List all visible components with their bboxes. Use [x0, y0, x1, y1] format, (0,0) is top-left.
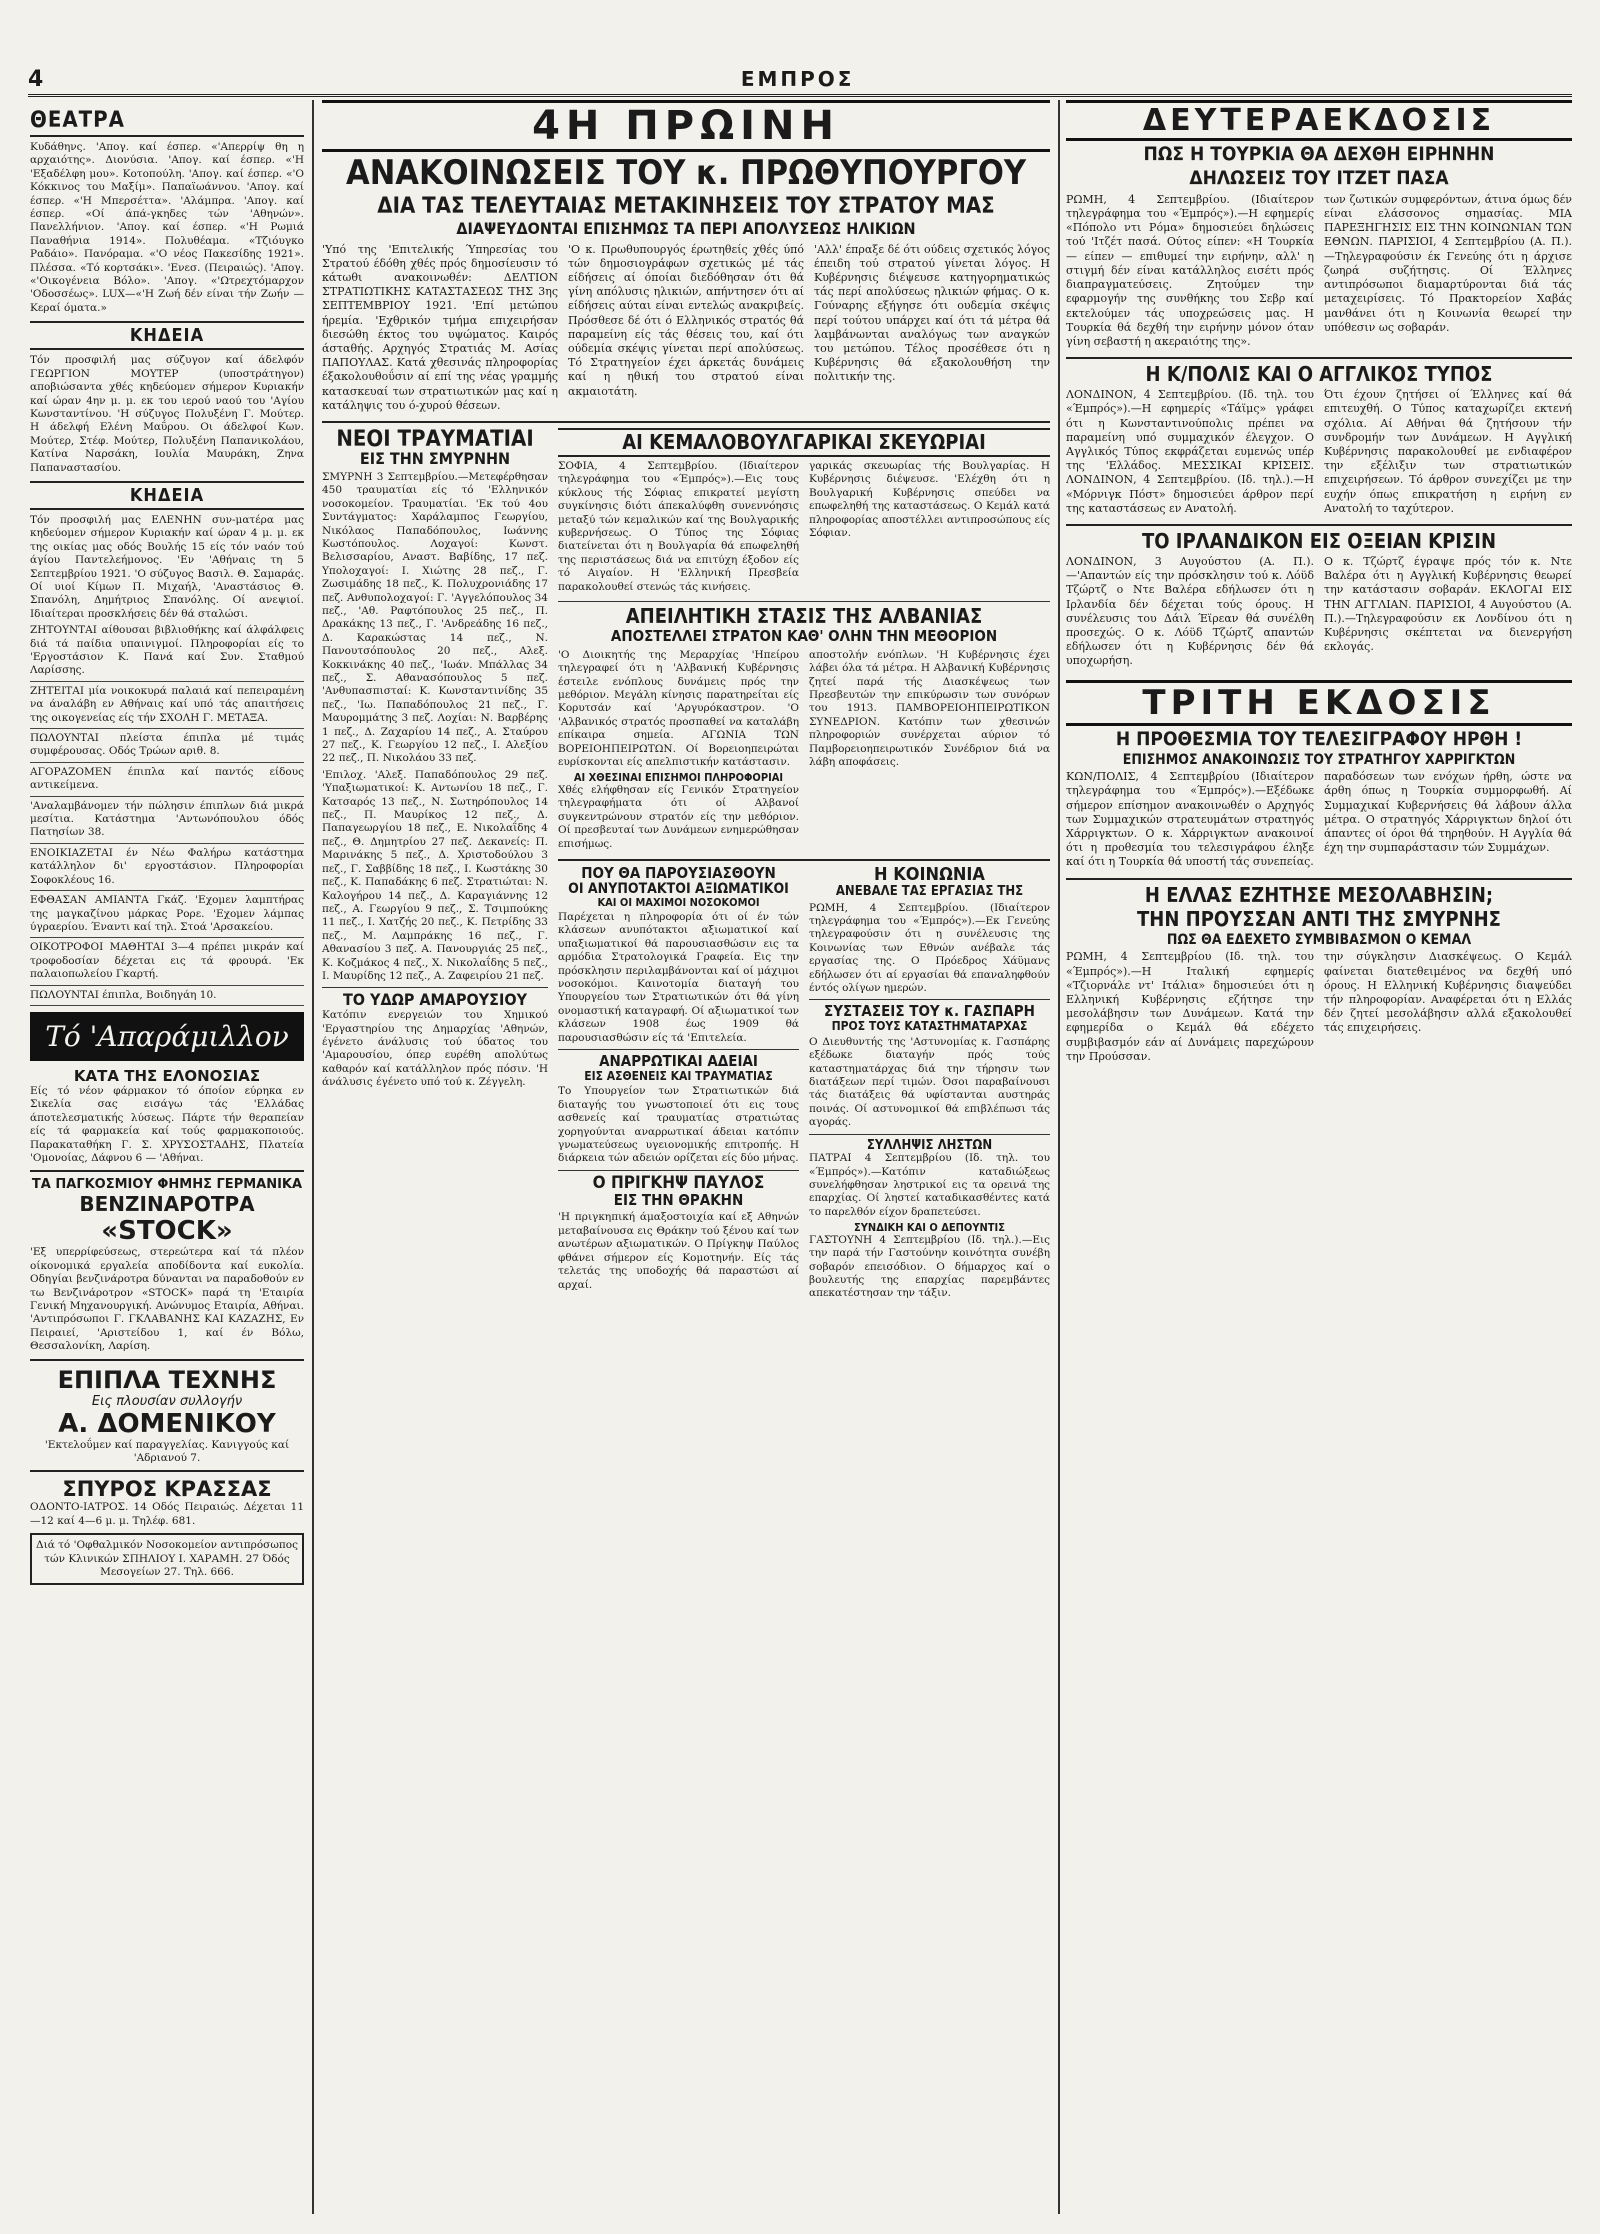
paper-name: ΕΜΠΡΟΣ — [740, 67, 855, 91]
kemal-compromise-subhead: ΠΩΣ ΘΑ ΕΔΕΧΕΤΟ ΣΥΜΒΙΒΑΣΜΟΝ Ο ΚΕΜΑΛ — [1166, 931, 1472, 948]
harrington-subhead: ΕΠΙΣΗΜΟΣ ΑΝΑΚΟΙΝΩΣΙΣ ΤΟΥ ΣΤΡΑΤΗΓΟΥ ΧΑΡΡΙΓΚΤΩΝ — [1122, 751, 1516, 768]
classified-item: ΖΗΤΟΥΝΤΑΙ αίθουσαι βιβλιοθήκης καί άλφάλφεις διά τά παίδια υπαινιγμοί. Πληροφορίαι είς το 'Εργοστάσιον Κ. Πανά καί Συν. Σταθμού Λαρίσσης. — [30, 624, 304, 682]
classified-item: ΟΙΚΟΤΡΟΦΟΙ ΜΑΘΗΤΑΙ 3—4 πρέπει μικράν καί τροφοδοσίαν δέχεται εις τά φρουρά. 'Εκ παλαιοπωλείου Γκαρτή. — [30, 941, 304, 985]
classified-item: ΖΗΤΕΙΤΑΙ μία νοικοκυρά παλαιά καί πεπειραμένη να άναλάβη εν Αθήναις καί υπό τάς απαιτήσεις της οικογενείας είς τήν ΣΧΟΛΗ Γ. ΜΕΤΑΞΑ. — [30, 685, 304, 729]
society-text: ΡΩΜΗ, 4 Σεπτεμβρίου. (Ιδιαίτερον τηλεγράφημα του «Έμπρός»).—Εκ Γενεύης τηλεγραφούσιν ότι η συνέλευσις της Κοινωνίας των Εθνών ανέβαλε τάς εργασίας της. Ο Πρόεδρος Χάϋμανς εδήλωσεν ότι αί εργασίαι θά επαναληφθούν έντός ολίγων ημερών. — [809, 901, 1050, 995]
prousa-head: ΤΗΝ ΠΡΟΥΣΣΑΝ ΑΝΤΙ ΤΗΣ ΣΜΥΡΝΗΣ — [1137, 906, 1501, 931]
german-title: ΤΑ ΠΑΓΚΟΣΜΙΟΥ ΦΗΜΗΣ ΓΕΡΜΑΝΙΚΑ — [31, 1177, 303, 1193]
column-rule — [312, 100, 314, 2214]
krassas-text: ΟΔΟΝΤΟ-ΙΑΤΡΟΣ. 14 Οδός Πειραιώς. Δέχεται 11—12 καί 4—6 μ. μ. Τηλέφ. 681. — [30, 1501, 304, 1527]
gaspar-head: ΣΥΣΤΑΣΕΙΣ ΤΟΥ κ. ΓΑΣΠΑΡΗ — [824, 1002, 1035, 1021]
iran-text-1: ΛΟΝΔΙΝΟΝ, 3 Αυγούστου (Α. Π.).—'Απαντών είς την πρόσκλησιν τού κ. Λόϋδ Τζώρτζ ο Ντε Βαλέρα εδήλωσεν ότι η Ιρλανδία δέν δέχεται τούς όρους. Η συνέλευσις του Δάιλ Έϊρεαν θά συνέλθη προσεχώς. Ο κ. Λόϋδ Τζώρτζ απαντών εδήλωσεν ότι η Κυβέρνησις δέν θά υποχωρήση. — [1066, 554, 1314, 668]
leave-subhead: ΕΙΣ ΑΣΘΕΝΕΙΣ ΚΑΙ ΤΡΑΥΜΑΤΙΑΣ — [584, 1068, 773, 1083]
iran-text-2: Ο κ. Τζώρτζ έγραψε πρός τόν κ. Ντε Βαλέρα ότι η Αγγλική Κυβέρνησις θεωρεί την κατάστασιν σοβαράν. ΕΚΛΟΓΑΙ ΕΙΣ ΤΗΝ ΑΓΓΛΙΑΝ. ΠΑΡΙΣΙΟΙ, 4 Αυγούστου (Α. Π.).—Τηλεγραφούσιν εκ Λονδίνου ότι η Κυβέρνησις σκέπτεται να διενεργήση εκλογάς. — [1324, 554, 1572, 654]
deaths-title: ΚΗΔΕΙΑ — [30, 321, 304, 350]
benzina-title: ΒΕΝΖΙΝΑΡΟΤΡΑ — [79, 1192, 255, 1217]
medals-subhead-2: ΚΑΙ ΟΙ ΜΑΧΙΜΟΙ ΝΟΣΟΚΟΜΟΙ — [597, 895, 760, 909]
medals-subhead: ΟΙ ΑΝΥΠΟΤΑΚΤΟΙ ΑΞΙΩΜΑΤΙΚΟΙ — [568, 880, 789, 897]
society-subhead: ΑΝΕΒΑΛΕ ΤΑΣ ΕΡΓΑΣΙΑΣ ΤΗΣ — [835, 883, 1024, 899]
right-column — [1066, 100, 1572, 2222]
leave-text: Το Υπουργείον των Στρατιωτικών διά διαταγής του γνωστοποιεί ότι εις τους ασθενείς καί τραυματίας στρατιώτας χορηγούνται αναρρωτικαί άδειαι κατόπιν γνωματεύσεως υγειονομικής επιτροπής. Η διάρκεια τών αδειών ορίζεται είς δύο μήνας. — [558, 1085, 799, 1165]
theatres-text: Κυδάθηνς. 'Απογ. καί έσπερ. «'Απερρίψ θη η αρχαιότης». Διονύσια. 'Απογ. καί έσπερ. «'Η 'Εξαδέλφη μου». Κοτοπούλη. 'Απογ. καί έσπερ. «'Ο Κόκκινος του Μαξίμ». Παπαϊωάννου. 'Απογ. καί έσπερ. «'Η Μπερσέττα». 'Αλάμπρα. 'Απογ. καί έσπερ. «Οί άπά-γκηδες τών 'Αθηνών». Πανελλήνιον. 'Απογ. καί έσπερ. «'Η Ρωμιά Παναθήνια 1914». Πολυθέαμα. «Τζιόυγκο Ραδάιο». Πανόραμα. «'Ο νέος Πακεσίδης 1921». Πλέσσα. «Τό κορτσάκι». 'Ενεσ. (Πειραιώς). 'Απογ. «'Οικογένεια Βόλο». 'Απογ. «'Ωτρεχτόμαρχον 'Οδοσσέως». LUX—«'Η Ζωή δέν είναι τήν Ζωήν — Κεραί όματα.» — [30, 141, 304, 314]
left-column — [30, 100, 304, 2222]
wounded-column — [322, 428, 548, 2100]
classified-item: 'Αναλαμβάνομεν τήν πώλησιν έπιπλων διά μικρά μεσίτια. Κατάστημα 'Αντωνόπουλου όδός Πατησίων 38. — [30, 800, 304, 844]
page-number: 4 — [28, 66, 44, 92]
greece-head: Η ΕΛΛΑΣ ΕΖΗΤΗΣΕ ΜΕΣΟΛΑΒΗΣΙΝ; — [1144, 882, 1494, 907]
second-edition-banner: ΔΕΥΤΕΡΑΕΚΔΟΣΙΣ — [1066, 100, 1572, 141]
kpolis-text-2: Ότι έχουν ζητήσει οί Έλληνες καί θά επιτευχθή. Ο Τύπος καταχωρίζει εκτενή σχόλια. Αί Αθήναι θά ζητήσουν τήν συνδρομήν των Δυνάμεων. Η Αγγλική Κυβέρνησις παρακολουθεί με ενδιαφέρον την εξέλιξιν των στρατιωτικών επιχειρήσεων. Τό άρθρον συνεχίζει με την ευχήν όπως επικρατήση η ειρήνη εν Ανατολή το ταχύτερον. — [1324, 388, 1572, 515]
classified-item: ΑΓΟΡΑΖΟΜΕΝ έπιπλα καί παντός είδους αντικείμενα. — [30, 766, 304, 797]
masthead — [28, 64, 1572, 97]
thrace-text: 'Η πριγκηπική άμαξοστοιχία καί εξ Αθηνών μεταβαίνουσα εις Θράκην τού ξένου καί των ανωτέρων αξιωματικών. Ο Πρίγκηψ Παύλος φθάνει σήμερον είς Κομοτηνήν. Είς τάς τελετάς της υποδοχής θά παραστώσι αί αρχαί. — [558, 1211, 799, 1291]
albania-subhead: ΑΠΟΣΤΕΛΛΕΙ ΣΤΡΑΤΟΝ ΚΑΘ' ΟΛΗΝ ΤΗΝ ΜΕΘΟΡΙΟΝ — [610, 627, 998, 646]
pm-subhead-2: ΔΙΑΨΕΥΔΟΝΤΑΙ ΕΠΙΣΗΜΩΣ ΤΑ ΠΕΡΙ ΑΠΟΛΥΣΕΩΣ ΗΛΙΚΙΩΝ — [456, 218, 916, 238]
turkey-text-2: των ζωτικών συμφερόντων, άτινα όμως δέν είναι ελάσσονος σημασίας. ΜΙΑ ΠΑΡΕΞΗΓΗΣΙΣ ΕΙΣ ΤΗΝ ΚΟΙΝΩΝΙΑΝ ΤΩΝ ΕΘΝΩΝ. ΠΑΡΙΣΙΟΙ, 4 Σεπτεμβρίου (Α. Π.).—Τηλεγραφούσιν έκ Γενεύης ότι η άρχισε ζωηρά συζήτησις. Οί Έλληνες αντιπρόσωποι διαμαρτύρονται διά τάς μεταχειρίσεις. Τό Πρακτορείον Χαβάς μανθάνει ότι η Κοινωνία θεωρεί την υπόθεσιν ως σοβαράν. — [1324, 192, 1572, 334]
albania-text-1: 'Ο Διοικητής της Μεραρχίας 'Ηπείρου τηλεγραφεί ότι η 'Αλβανική Κυβέρνησις έστειλε ενόπλους δυνάμεις πρός την μεθόριον. Μεγάλη κίνησις παρατηρείται είς Κορυτσάν καί 'Αργυρόκαστρον. 'Ο 'Αλβανικός στρατός προσπαθεί να καταλάβη επίκαιρα σημεία. ΑΓΩΝΙΑ ΤΩΝ ΒΟΡΕΙΟΗΠΕΙΡΩΤΩΝ. Οί Βορειοηπειρώται ευρίσκονται είς απελπιστικήν κατάστασιν. — [558, 648, 799, 769]
thieves-text: ΠΑΤΡΑΙ 4 Σεπτεμβρίου (Ιδ. τηλ. του «Έμπρός»).—Κατόπιν καταδιώξεως συνελήφθησαν ληστρικοί εις τα ορεινά της επαρχίας. Οί ληστεί καταδικασθέντες κατά το παρελθόν είχον δραπετεύσει. — [809, 1152, 1050, 1218]
eleus-title: ΚΑΤΑ ΤΗΣ ΕΛΟΝΟΣΙΑΣ — [73, 1066, 261, 1085]
domenikou-text: 'Εκτελοΰμεν καί παραγγελίας. Κανιγγούς καί 'Αδριανού 7. — [44, 1438, 290, 1465]
harrington-text-1: ΚΩΝ/ΠΟΛΙΣ, 4 Σεπτεμβρίου (Ιδιαίτερον τηλεγράφημα του «Έμπρός»).—Εξέδωκε σήμερον επίσημον ανακοινωθέν ο Αρχηγός των Συμμαχικών στρατευμάτων στρατηγός Χάρριγκτων. Ο κ. Χάρριγκτων ανακοινοί ότι η προθεσμία του τελεσιγράφου έληξε καί ότι η Τουρκία θά υποστή τάς συνεπείας. — [1066, 770, 1314, 869]
deaths-title-2: ΚΗΔΕΙΑ — [30, 481, 304, 510]
pm-subhead: ΔΙΑ ΤΑΣ ΤΕΛΕΥΤΑΙΑΣ ΜΕΤΑΚΙΝΗΣΕΙΣ ΤΟΥ ΣΤΡΑΤΟΥ ΜΑΣ — [377, 193, 995, 219]
kemal-text-1: ΣΟΦΙΑ, 4 Σεπτεμβρίου. (Ιδιαίτερον τηλεγράφημα του «Έμπρός»).—Εις τους κύκλους τής Σόφιας επικρατεί μεγίστη συγκίνησις διότι άπεκαλύφθη συνεννόησις μεταξύ τών κεμαλικών καί της Βουλγαρικής κυβερνήσεως. Ο Τύπος της Σόφιας διατείνεται ότι η Βουλγαρία θά επωφεληθή της περιστάσεως διά να επιτύχη έξοδον είς τό Αιγαίον. Η 'Ελληνική Πρεσβεία παρακολουθεί στενώς τάς κινήσεις. — [558, 460, 799, 593]
thieves-head: ΣΥΛΛΗΨΙΣ ΛΗΣΤΩΝ — [866, 1137, 993, 1153]
classified-item: ΠΩΛΟΥΝΤΑΙ πλείστα έπιπλα μέ τιμάς συμφέρουσας. Οδός Τρώων αριθ. 8. — [30, 732, 304, 763]
hospital-ad — [30, 1533, 304, 1585]
albania-box: ΑΙ ΧΘΕΣΙΝΑΙ ΕΠΙΣΗΜΟΙ ΠΛΗΡΟΦΟΡΙΑΙ — [573, 771, 784, 785]
pm-text-col3: 'Αλλ' έπραξε δέ ότι ούδεις σχετικός λόγος έπειδη τού στρατού γίνεται λόγος. Η Κυβέρνησις διέψευσε κατηγορηματικώς τάς περί απολύσεως ηλικιών φήμας. Ο κ. Γούναρης εξήγησε ότι ουδεμία σκέψις περί τούτου υπάρχει καί ότι τά μέτρα θά λαμβάνωνται αναλόγως των αναγκών του μετώπου. Τέλος προσέθεσε ότι η Κυβέρνησις θά εξακολουθήση την πολιτικήν της. — [814, 242, 1050, 384]
eleus-text: Είς τό νέον φάρμακον τό όποίον εύρηκα εν Σικελία σας εισάγω τάς 'Ελλάδας άποτελεσματικής λύσεως. Πάρτε τήν θεραπείαν είς τά φαρμακεία καί τούς φαρμακοποιούς. Παρακαταθήκη Γ. Σ. ΧΡΥΣΟΣΤΑΔΗΣ, Πλατεία 'Ομονοίας, Δάφνου 6 — 'Αθήναι. — [30, 1084, 304, 1164]
center-column — [322, 100, 1050, 2222]
thrace-head: Ο ΠΡΙΓΚΗΨ ΠΑΥΛΟΣ — [592, 1172, 765, 1193]
harrington-text-2: παραδόσεων των ενόχων ήρθη, ώστε να άρθη όπως η Τουρκία συμμορφωθή. Αί Συμμαχικαί Κυβερνήσεις θά λάβουν άλλα μέτρα. Ο στρατηγός Χάρριγκτων δηλοί ότι άπαντες οί όροι θά τηρηθούν. Η Αγγλία θά έχη την συμπαράστασιν τών Συμμάχων. — [1324, 770, 1572, 855]
syndic-head: ΣΥΝΔΙΚΗ ΚΑΙ Ο ΔΕΠΟΥΝΤΙΣ — [853, 1221, 1005, 1235]
deaths-text-2: Τόν προσφιλή μας ΕΛΕΝΗΝ συν-ματέρα μας κηδεύομεν σήμερον Κυριακήν καί ώραν 4 μ. μ. εκ της οικίας μας οδός Βουλής 15 είς τόν ναόν τού άγίου Παντελεήμονος. 'Εν 'Αθήναις τη 5 Σεπτεμβρίου 1921. 'Ο σύζυγος Βασιλ. Θ. Σαμαράς. Οί υιοί Κίμων Π. Μιχαήλ, 'Αναστάσιος Θ. Σπανόλη, Δημήτριος Σπανόλης. Οί ανεψιοί. Ιδιαίτεραι προσκλήσεις δέν θά σταλώσι. — [30, 513, 304, 620]
turkey-text-1: ΡΩΜΗ, 4 Σεπτεμβρίου. (Ιδιαίτερον τηλεγράφημα του «Έμπρός»).—Η εφημερίς «Πόπολο ντι Ρόμα» δημοσιεύει δηλώσεις τού 'Ιτζέτ πασά. Ούτος είπεν: «Η Τουρκία — είπεν — επιθυμεί την ειρήνην, αλλ' η στιγμή δέν είναι κατάλληλος εισέτι πρός διαπραγματεύσεις. Ζητούμεν την εφαρμογήν της συνθήκης του Σεβρ καί εκτελούμεν τάς υποχρεώσεις μας. Η Τουρκία θά δεχθή την ειρήνην μόνον όταν γίνη σεβαστή η ακεραιότης της». — [1066, 192, 1314, 348]
pm-article — [322, 243, 1050, 416]
society-head: Η ΚΟΙΝΩΝΙΑ — [874, 866, 985, 886]
hospital-text: Διά τό 'Οφθαλμικόν Νοσοκομείον αντιπρόσωπος τών Κλινικών ΣΠΗΛΙΟΥ Ι. ΧΑΡΑΜΗ. 27 Όδός Μεσογείων 27. Τηλ. 666. — [36, 1539, 298, 1579]
deadline-head: Η ΠΡΟΘΕΣΜΙΑ ΤΟΥ ΤΕΛΕΣΙΓΡΑΦΟΥ ΗΡΘΗ ! — [1115, 727, 1523, 750]
albania-head: ΑΠΕΙΛΗΤΙΚΗ ΣΤΑΣΙΣ ΤΗΣ ΑΛΒΑΝΙΑΣ — [625, 604, 983, 629]
classified-item: ΠΩΛΟΥΝΤΑΙ έπιπλα, Βοιδηγάη 10. — [30, 989, 304, 1006]
art-title: ΕΠΙΠΛΑ ΤΕΧΝΗΣ — [57, 1365, 277, 1394]
column-rule — [1058, 100, 1060, 2214]
turkey-subhead: ΔΗΛΩΣΕΙΣ ΤΟΥ ΙΤΖΕΤ ΠΑΣΑ — [1189, 166, 1449, 189]
turkey-head: ΠΩΣ Η ΤΟΥΡΚΙΑ ΘΑ ΔΕΧΘΗ ΕΙΡΗΝΗΝ — [1143, 143, 1495, 165]
art-subtitle: Εις πλουσίαν συλλογήν — [91, 1393, 243, 1409]
classified-item: ΕΝΟΙΚΙΑΖΕΤΑΙ έν Νέω Φαλήρω κατάστημα κατάλληλον δι' εργοστάσιον. Πληροφορίαι Σοφοκλέους 16. — [30, 847, 304, 891]
thrace-subhead: ΕΙΣ ΤΗΝ ΘΡΑΚΗΝ — [613, 1190, 744, 1209]
water-head: ΤΟ ΥΔΩΡ ΑΜΑΡΟΥΣΙΟΥ — [342, 990, 528, 1010]
medals-head: ΠΟΥ ΘΑ ΠΑΡΟΥΣΙΑΣΘΟΥΝ — [581, 866, 776, 883]
wounded-text: ΣΜΥΡΝΗ 3 Σεπτεμβρίου.—Μετεφέρθησαν 450 τραυματίαι είς τό 'Ελληνικόν νοσοκομείον. Τραυματίαι. 'Εκ τού 4ου Συντάγματος: Χαράλαμπος Γεωργίου, Νικόλαος Παπαδόπουλος, Ιωάννης Κωστόπουλος. Λοχαγοί: Κωνστ. Βελισσαρίου, Αναστ. Βαβίδης, 17 πεζ. Υπολοχαγοί: Ι. Χιώτης 28 πεζ., Γ. Ζωσιμάδης 18 πεζ., Κ. Πολυχρονιάδης 17 πεζ. Ανθυπολοχαγοί: Γ. 'Αγγελόπουλος 34 πεζ., 'Αθ. Ραφτόπουλος 25 πεζ., Π. Δρακάκης 13 πεζ., Γ. 'Ανδρεάδης 16 πεζ., Δ. Καρακώστας 14 πεζ., Ν. Πανουτσόπουλος 20 πεζ., Αλεξ. Κοκκινάκης 40 πεζ., 'Ιωάν. Μπάλλας 34 πεζ., Σ. Αθανασόπουλος 5 πεζ. 'Ανθυπασπισταί: Κ. Κωνσταντινίδης 35 πεζ., 'Ιω. Παπαδόπουλος 21 πεζ., Γ. Μαυρομμάτης 3 πεζ. Λοχίαι: Ν. Βαρβέρης 1 πεζ., Δ. Ζαχαρίου 14 πεζ., Α. Σταύρου 27 πεζ., Κ. Γεωργίου 12 πεζ., Ι. Αλεξίου 22 πεζ., Π. Νικολάου 33 πεζ. — [322, 470, 548, 765]
center-right-subcolumns — [558, 428, 1050, 2100]
kpolis-head: Η Κ/ΠΟΛΙΣ ΚΑΙ Ο ΑΓΓΛΙΚΟΣ ΤΥΠΟΣ — [1145, 362, 1493, 387]
third-edition-banner: ΤΡΙΤΗ ΕΚΔΟΣΙΣ — [1066, 680, 1572, 726]
greece-text-2: την σύγκλησιν Διασκέψεως. Ο Κεμάλ φαίνεται διατεθειμένος να δεχθή υπό όρους. Η Ελληνική Κυβέρνησις διαψεύδει τήν πληροφορίαν. Αναφέρεται ότι η Ελλάς δέν ζητεί μεσολάβησιν αλλά εξακολουθεί τάς επιχειρήσεις. — [1324, 950, 1572, 1035]
water-text: Κατόπιν ενεργειών του Χημικού 'Εργαστηρίου της Δημαρχίας 'Αθηνών, έγένετο άνάλυσις τού ύδατος του 'Αμαρουσίου, όπερ ευρέθη απολύτως καθαρόν καί κατάλληλον πρός πόσιν. 'Η άνάλυσις έγένετο υπό τού κ. Ζέγγελη. — [322, 1009, 548, 1089]
gaspar-subhead: ΠΡΟΣ ΤΟΥΣ ΚΑΤΑΣΤΗΜΑΤΑΡΧΑΣ — [831, 1019, 1028, 1034]
stock-title: «STOCK» — [101, 1216, 233, 1247]
albania-text-3: Χθές ελήφθησαν είς Γενικόν Στρατηγείον τηλεγραφήματα ότι οί Αλβανοί συγκεντρώνουν στρατόν είς την μεθόριον. Οί πρεσβευταί των Δυνάμεων ενημερώθησαν επισήμως. — [558, 784, 799, 850]
domenikou-title: Α. ΔΟΜΕΝΙΚΟΥ — [58, 1408, 276, 1439]
pm-text-col2: 'Ο κ. Πρωθυπουργός έρωτηθείς χθές ύπό τών δημοσιογράφων σχετικώς μέ τάς είδήσεις αί όποίαι διεδόθησαν ότι θά γίνη απόλυσις ηλικιών, απήντησεν ότι αί είδήσεις αύται είναι εντελώς ανακριβείς. Πρόσθεσε δέ ότι ό Ελληνικός στρατός θά παραμείνη είς τάς θέσεις του, καί ότι ούδεμία σκέψις γίνεται περί απολύσεως. Τό Στρατηγείον έχει άρκετάς δυνάμεις καί η ηθική του στρατού είναι ακμαιοτάτη. — [568, 242, 804, 398]
iran-head: ΤΟ ΙΡΛΑΝΔΙΚΟΝ ΕΙΣ ΟΞΕΙΑΝ ΚΡΙΣΙΝ — [1141, 528, 1497, 553]
edition-banner: 4Η ΠΡΩΙΝΗ — [322, 100, 1050, 152]
medals-text: Παρέχεται η πληροφορία ότι οί έν τών κλάσεων ανυπότακτοι αξιωματικοί καί υπαξιωματικοί θά παρουσιασθώσιν εις τα αρμόδια Στρατολογικά Γραφεία. Εις την πρόσκλησιν περιλαμβάνονται καί οί μάχιμοι νοσοκόμοι. Καινοτομία διαταγή του Υπουργείου των Στρατιωτικών ότι θά γίνη ονομαστική καταγραφή. Οί αξιωματικοί των κλάσεων 1908 έως 1909 θά παρουσιασθώσιν είς τά 'Επιτελεία. — [558, 911, 799, 1044]
kpolis-text-1: ΛΟΝΔΙΝΟΝ, 4 Σεπτεμβρίου. (Ιδ. τηλ. του «Έμπρός»).—Η εφημερίς «Τάϊμς» γράφει ότι η Κωνσταντινούπολις πρέπει να παραμείνη υπό συμμαχικόν έλεγχον. Ο Αγγλικός Τύπος εκφράζεται ευμενώς υπέρ της 'Ελλάδος. ΜΕΣΣΙΚΑΙ ΚΡΙΣΕΙΣ. ΛΟΝΔΙΝΟΝ, 4 Σεπτεμβρίου. (Ιδ. τηλ.).—Η «Μόρνιγκ Πόστ» δημοσιεύει άρθρον περί της καταστάσεως εν Ανατολή. — [1066, 388, 1314, 515]
stock-text: 'Εξ υπερρίφεύσεως, στερεώτερα καί τά πλέον οίκονομικά εργαλεία αποδίδοντα καί ευκολία. Οδηγίαι βενζινάροτρα δύνανται να παραδοθούν εν τω Βενζινάροτρον «STOCK» παρά τη 'Εταιρία Γενική Μηχανουργική. Ανώνυμος Εταιρία, Αθήναι. 'Αντιπρόσωποι Γ. ΓΚΛΑΒΑΝΗΣ ΚΑΙ ΚΑΖΑΖΗΣ, Εν Πειραιεί, 'Αριστείδου 1, καί έν Βόλω, Θεσσαλονίκη, Λαρίση. — [30, 1246, 304, 1353]
pm-text-col1: 'Υπό της 'Επιτελικής Ύπηρεσίας του Στρατού έδόθη χθές πρός δημοσίευσιν τό κάτωθι ανακοινωθέν: ΔΕΛΤΙΟΝ ΣΤΡΑΤΙΩΤΙΚΗΣ ΚΑΤΑΣΤΑΣΕΩΣ ΤΗΣ 3ης ΣΕΠΤΕΜΒΡΙΟΥ 1921. 'Επί μετώπου ήρεμία. 'Εχθρικόν τμήμα επιχειρήσαν διεσώθη έκτος του υψώματος. Καιρός άσταθής. Αρχηγός Στρατιάς Μ. Ασίας ΠΑΠΟΥΛΑΣ. Κατά χθεσινάς πληροφορίας έξακολουθοΰσιν αί επί της νέας γραμμής κατασκευαί των στρατιωτικών μας καί η κατάληψις του ό-χυρού θέσεων. — [322, 242, 558, 412]
kemal-head: ΑΙ ΚΕΜΑΛΟΒΟΥΛΓΑΡΙΚΑΙ ΣΚΕΥΩΡΙΑΙ — [558, 428, 1050, 457]
misc-box: Τό 'Απαράμιλλον — [30, 1012, 304, 1061]
classifieds — [30, 624, 304, 1006]
center-lower — [322, 428, 1050, 2100]
wounded-head: ΝΕΟΙ ΤΡΑΥΜΑΤΙΑΙ — [336, 428, 534, 453]
leave-head: ΑΝΑΡΡΩΤΙΚΑΙ ΑΔΕΙΑΙ — [599, 1052, 758, 1071]
pm-headline: ΑΝΑΚΟΙΝΩΣΕΙΣ ΤΟΥ κ. ΠΡΩΘΥΠΟΥΡΓΟΥ — [346, 153, 1026, 193]
krassas-title: ΣΠΥΡΟΣ ΚΡΑΣΣΑΣ — [62, 1477, 272, 1502]
wounded-text-2: 'Επιλοχ. 'Αλεξ. Παπαδόπουλος 29 πεζ. 'Υπαξιωματικοί: Κ. Αντωνίου 18 πεζ., Γ. Κατσαρός 13 πεζ., Ν. Σωτηρόπουλος 14 πεζ., Π. Μαυρίκος 12 πεζ., Δ. Παπαγεωργίου 18 πεζ., Ε. Νικολαΐδης 4 πεζ., Θ. Δημητρίου 27 πεζ. Δεκανείς: Π. Μαρινάκης 5 πεζ., Δ. Χριστοδούλου 3 πεζ., Γ. Σαββίδης 18 πεζ., Ι. Κωστάκης 30 πεζ., Κ. Παπαδάκης 6 πεζ. Στρατιώται: Ν. Καλογήρου 14 πεζ., Δ. Καραγιάννης 12 πεζ., Α. Γεωργίου 9 πεζ., Σ. Τσιμπούκης 11 πεζ., Ι. Χατζής 20 πεζ., Κ. Πετρίδης 33 πεζ., Μ. Λαμπράκης 16 πεζ., Γ. Αθανασίου 3 πεζ. Α. Πανουργιάς 25 πεζ., Κ. Κοζμάκος 4 πεζ., Χ. Νικολαΐδης 5 πεζ., Ι. Μαυρίδης 12 πεζ., Α. Ζαφειρίου 21 πεζ. — [322, 768, 548, 982]
theatres-title: ΘΕΑΤΡΑ — [30, 106, 304, 137]
albania-text-2: αποστολήν ενόπλων. 'Η Κυβέρνησις έχει λάβει όλα τά μέτρα. Η Αλβανική Κυβέρνησις ζητεί παρά τής Διασκέψεως των Πρεσβευτών την επικύρωσιν των συνόρων του 1913. ΠΑΜΒΟΡΕΙΟΗΠΕΙΡΩΤΙΚΟΝ ΣΥΝΕΔΡΙΟΝ. Κατόπιν των χθεσινών πληροφοριών συνέρχεται αύριον τό Παμβορειοηπειρωτικόν Συνέδριον διά να λάβη αποφάσεις. — [809, 648, 1050, 769]
deaths-text: Τόν προσφιλή μας σύζυγον καί άδελφόν ΓΕΩΡΓΙΟΝ ΜΟΥΤΕΡ (υποστράτηγον) αποβιώσαντα χθές κηδεύομεν σήμερον Κυριακήν καί ώραν 4ην μ. μ. εκ του ιερού ναού του 'Αγίου Κωνσταντίνου. 'Η σύζυγος Πολυξένη Γ. Μούτερ. Η άδελφή Ελένη Μαΰρου. Οι άδελφοί Κων. Μούτερ, Στέφ. Μούτερ, Πολυξένη Παπανικολάου, Κατίνα Ναρσάκη, Ιουλία Μαυράκη, Ζηνα Παπαναστασίου. — [30, 354, 304, 474]
kemal-text-2: γαρικάς σκευωρίας τής Βουλγαρίας. Η Κυβέρνησις διέψευσε. 'Ελέχθη ότι η Βουλγαρική Κυβέρνησις σπεύδει να επωφεληθή της καταστάσεως. Ο Κεμάλ κατά πληροφορίας αποστέλλει αντιπροσώπους είς Σόφιαν. — [809, 460, 1050, 540]
gaspar-text: Ο Διευθυντής της 'Αστυνομίας κ. Γασπάρης εξέδωκε διαταγήν πρός τούς καταστηματάρχας διά την τήρησιν των διατάξεων περί τιμών. Όσοι παραβαίνουσι τάς διατάξεις θά υφίστανται αυστηράς ποινάς. Οί αστυνομικοί θά επιβλέπωσι τάς αγοράς. — [809, 1035, 1050, 1129]
syndic-text: ΓΑΣΤΟΥΝΗ 4 Σεπτεμβρίου (Ιδ. τηλ.).—Εις την παρά τήν Γαστούνην κοινότητα συνέβη σοβαρόν επεισόδιον. Ο δήμαρχος καί ο βουλευτής της επαρχίας παρεμβάντες απεκατέστησαν την τάξιν. — [809, 1233, 1050, 1300]
wounded-subhead: ΕΙΣ ΤΗΝ ΣΜΥΡΝΗΝ — [359, 449, 511, 469]
classified-item: ΕΦΘΑΣΑΝ ΑΜΙΑΝΤΑ Γκάζ. 'Εχομεν λαμπτήρας της μαγκαζίνου μάρκας Ρορε. 'Εχομεν λάμπας ύγραερίου. Έναντι καί τηλ. Στοά 'Αρσακείου. — [30, 894, 304, 938]
greece-text-1: ΡΩΜΗ, 4 Σεπτεμβρίου (Ιδ. τηλ. του «Έμπρός»).—Η Ιταλική εφημερίς «Τζιορνάλε ντ' Ιτάλια» δημοσιεύει ότι η Ελληνική Κυβέρνησις εζήτησε την μεσολάβησιν των Δυνάμεων. Κατά την εφημερίδα ο Κεμάλ θά εδέχετο συμβιβασμόν εάν αί Δυνάμεις παρεχώρουν την Προύσσαν. — [1066, 950, 1314, 1063]
